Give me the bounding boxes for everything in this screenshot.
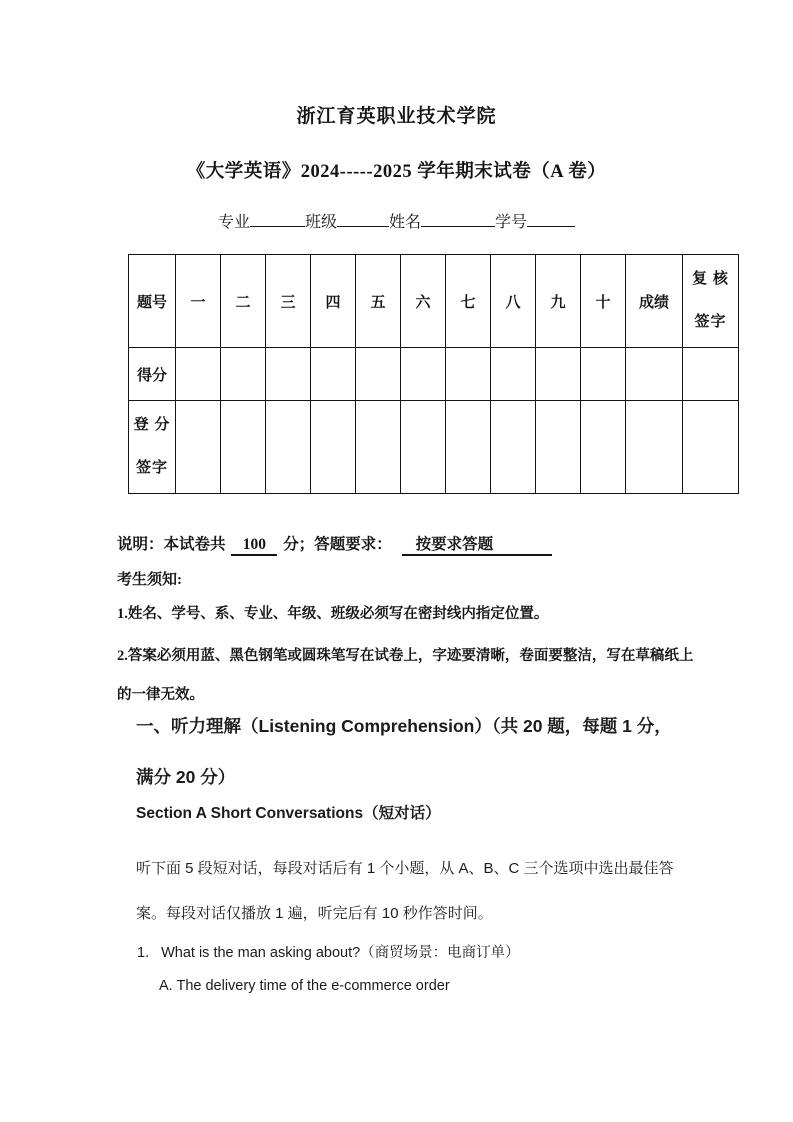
points-cell — [311, 348, 356, 401]
question-col-3: 三 — [266, 255, 311, 348]
register-cell — [401, 401, 446, 494]
points-cell — [581, 348, 626, 401]
register-sign-line2: 签字 — [135, 460, 168, 476]
register-cell — [536, 401, 581, 494]
exam-paper-title: 《大学英语》2024-----2025 学年期末试卷（A 卷） — [186, 162, 607, 182]
review-sign-header-cell — [683, 255, 739, 348]
question-col-1: 一 — [176, 255, 221, 348]
register-cell — [266, 401, 311, 494]
major-blank-line — [250, 210, 305, 227]
points-cell — [536, 348, 581, 401]
candidate-notice-item-2: 2.答案必须用蓝、黑色钢笔或圆珠笔写在试卷上，字迹要清晰，卷面要整洁，写在草稿纸上的一律无效。 — [117, 648, 694, 703]
question-col-10: 十 — [581, 255, 626, 348]
register-cell — [446, 401, 491, 494]
register-cell — [221, 401, 266, 494]
register-cell — [626, 401, 683, 494]
question-1 — [137, 941, 520, 962]
register-cell — [356, 401, 401, 494]
major-label: 专业 — [217, 214, 250, 231]
note-prefix: 说明：本试卷共 — [117, 536, 226, 553]
section-a-title: Section A Short Conversations（短对话） — [136, 805, 441, 822]
student-id-blank-line — [527, 210, 575, 227]
question-number-header-cell: 题号 — [129, 255, 176, 348]
question-1-number: 1. — [137, 945, 150, 961]
register-sign-row-label-cell — [129, 401, 176, 494]
review-sign-line2: 签字 — [694, 314, 727, 330]
question-col-7: 七 — [446, 255, 491, 348]
register-sign-line1: 登 分 — [133, 417, 171, 433]
score-summary-table — [128, 254, 739, 494]
register-cell — [683, 401, 739, 494]
points-cell — [626, 348, 683, 401]
points-cell — [401, 348, 446, 401]
points-cell — [491, 348, 536, 401]
question-col-2: 二 — [221, 255, 266, 348]
question-col-6: 六 — [401, 255, 446, 348]
section-a-instructions: 听下面 5 段短对话，每段对话后有 1 个小题，从 A、B、C 三个选项中选出最佳答案。每段对话仅播放 1 遍，听完后有 10 秒作答时间。 — [136, 860, 674, 922]
candidate-notice-title: 考生须知: — [117, 572, 182, 588]
question-1-text: What is the man asking about?（商贸场景：电商订单） — [161, 945, 520, 961]
register-cell — [311, 401, 356, 494]
review-sign-line1: 复 核 — [692, 271, 729, 287]
question-1-option-a: A. The delivery time of the e-commerce order — [159, 978, 450, 994]
name-label: 姓名 — [389, 214, 422, 231]
question-col-4: 四 — [311, 255, 356, 348]
total-points-blank: 100 — [231, 536, 277, 556]
candidate-notice-item-1: 1.姓名、学号、系、专业、年级、班级必须写在密封线内指定位置。 — [117, 606, 549, 622]
section-1-listening-heading: 一、听力理解（Listening Comprehension）（共 20 题，每题 1 分，满分 20 分） — [136, 716, 672, 787]
question-col-9: 九 — [536, 255, 581, 348]
points-cell — [683, 348, 739, 401]
points-cell — [266, 348, 311, 401]
class-blank-line — [337, 210, 389, 227]
points-cell — [446, 348, 491, 401]
note-middle: 分；答题要求： — [283, 536, 392, 553]
exam-note-line — [117, 532, 552, 556]
points-cell — [221, 348, 266, 401]
student-info-fields — [0, 209, 793, 232]
school-name-title: 浙江育英职业技术学院 — [296, 106, 497, 127]
class-label: 班级 — [304, 214, 337, 231]
register-cell — [581, 401, 626, 494]
student-id-label: 学号 — [495, 214, 528, 231]
question-col-8: 八 — [491, 255, 536, 348]
points-row-label-cell: 得分 — [129, 348, 176, 401]
points-cell — [176, 348, 221, 401]
score-header-cell: 成绩 — [626, 255, 683, 348]
question-col-5: 五 — [356, 255, 401, 348]
name-blank-line — [421, 210, 495, 227]
points-cell — [356, 348, 401, 401]
register-cell — [491, 401, 536, 494]
answer-requirement-blank: 按要求答题 — [402, 532, 552, 556]
register-cell — [176, 401, 221, 494]
